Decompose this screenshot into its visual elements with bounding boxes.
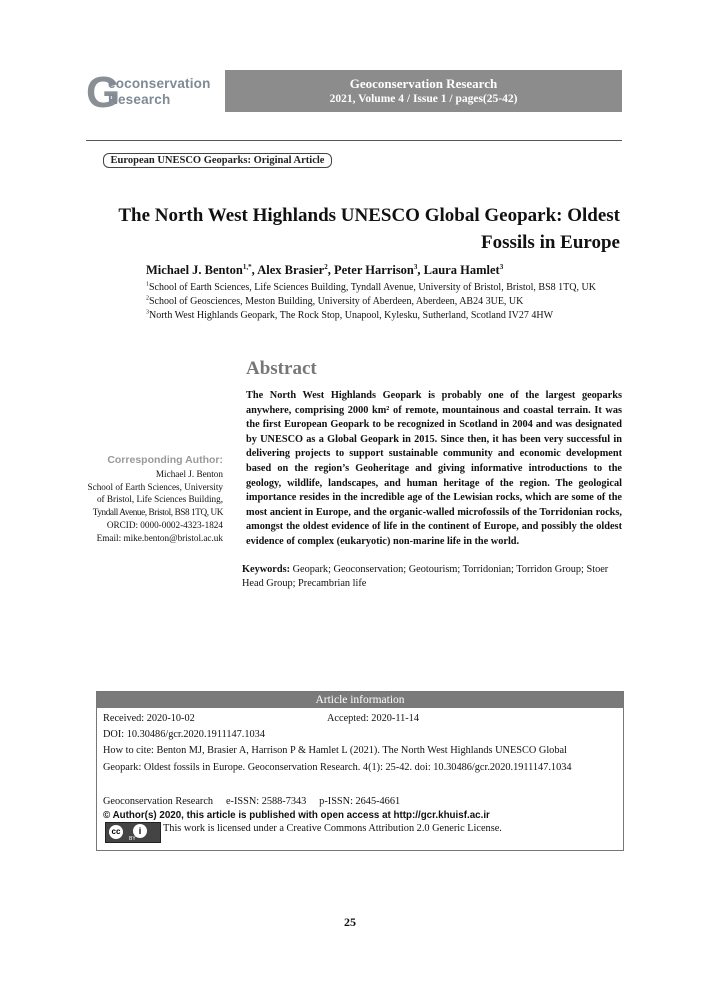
doi: DOI: 10.30486/gcr.2020.1911147.1034: [103, 729, 265, 740]
corr-address-2: of Bristol, Life Sciences Building,: [96, 494, 223, 505]
license-text: This work is licensed under a Creative Commons Attribution 2.0 Generic License.: [163, 823, 502, 834]
header-divider: [86, 140, 622, 141]
affiliation-sup: 1: [146, 281, 149, 288]
corresponding-author-heading: Corresponding Author:: [107, 454, 223, 466]
cite-line-2: Geopark: Oldest fossils in Europe. Geoconservation Research. 4(1): 25-42. doi: 10.30486/gcr.2020.1911147.1034: [103, 762, 572, 773]
abstract-heading: Abstract: [246, 358, 317, 379]
abstract-text: The North West Highlands Geopark is probably one of the largest geoparks anywhere, comprising 2000 km² of remote, mountainous and coastal terrain. It was the first European Geopark to be recognized in Scotland in 2004 and was designated by UNESCO as a Global Geopark in 2015. Since then, it has been very successful in delivering projects to support sustainable community and economic development based on the region’s Geoheritage and giving informative introductions to the geology, wildlife, landscapes, and human heritage of the region. The geological importance resides in the incredible age of the Lewisian rocks, which are some of the most ancient in Europe, and the organic-walled microfossils of the Torridonian rocks, amongst the oldest evidence of life in the continent of Europe, and possibly the oldest evidence of complex (eukaryotic) non-marine life in the world.: [246, 390, 622, 547]
cc-icon: cc: [109, 825, 123, 839]
logo-line1: eoconservation: [108, 76, 211, 91]
corresponding-author-details: [60, 468, 223, 544]
article-title: [86, 202, 620, 256]
title-line-1: The North West Highlands UNESCO Global Geopark: Oldest: [118, 205, 620, 226]
issue-info: 2021, Volume 4 / Issue 1 / pages(25-42): [329, 93, 518, 105]
received-date: Received: 2020-10-02: [103, 713, 195, 724]
page-number: 25: [344, 915, 356, 929]
attribution-icon: i: [133, 824, 147, 838]
by-label: BY: [129, 836, 136, 842]
author-sup: 1,*: [242, 262, 252, 271]
affiliation-3: [146, 310, 553, 321]
affiliation-text: North West Highlands Geopark, The Rock Stop, Unapool, Kylesku, Sutherland, Scotland IV27 4HW: [149, 310, 554, 321]
affiliation-sup: 2: [146, 295, 149, 302]
corr-orcid: ORCID: 0000-0002-4323-1824: [106, 519, 223, 530]
corr-address-1: School of Earth Sciences, University: [87, 481, 223, 492]
cc-by-license-badge: [105, 822, 161, 843]
affiliation-1: [146, 282, 596, 293]
affiliation-text: School of Earth Sciences, Life Sciences Building, Tyndall Avenue, University of Bristol, Bristol, BS8 1TQ, UK: [149, 282, 596, 293]
journal-logo: [86, 68, 211, 117]
corr-email: Email: mike.benton@bristol.ac.uk: [96, 532, 223, 543]
article-type-badge: European UNESCO Geoparks: Original Article: [103, 153, 332, 168]
keywords: [242, 563, 622, 590]
affiliation-2: [146, 296, 523, 307]
affiliation-sup: 3: [146, 309, 149, 316]
author-name: Laura Hamlet: [423, 263, 500, 277]
cite-line-1: How to cite: Benton MJ, Brasier A, Harrison P & Hamlet L (2021). The North West Highlands UNESCO Global: [103, 745, 567, 756]
copyright-line: © Author(s) 2020, this article is published with open access at http://gcr.khuisf.ac.ir: [103, 810, 490, 821]
logo-letter: G: [86, 68, 121, 117]
author-name: Alex Brasier: [257, 263, 325, 277]
accepted-date: Accepted: 2020-11-14: [327, 713, 419, 724]
journal-header-box: [225, 70, 622, 112]
title-line-2: Fossils in Europe: [480, 232, 620, 253]
author-sup: 2: [324, 262, 328, 271]
author-sup: 3: [413, 262, 418, 271]
article-info-box: [96, 691, 624, 851]
logo-line2: Research: [108, 92, 171, 107]
journal-name: Geoconservation Research: [349, 76, 498, 91]
corr-address-3: Tyndall Avenue, Bristol, BS8 1TQ, UK: [92, 507, 223, 518]
keywords-text: Geopark; Geoconservation; Geotourism; Torridonian; Torridon Group; Stoer Head Group; Precambrian life: [242, 564, 609, 589]
author-list: Michael J. Benton$^{1,*}$, Alex Brasier$^2$, Peter Harrison$^3$, Laura Hamlet$^3$: [146, 262, 504, 277]
author-sup: 3: [499, 262, 504, 271]
corr-name: Michael J. Benton: [155, 469, 223, 479]
article-info-heading: Article information: [97, 692, 623, 708]
issn-line: Geoconservation Research e-ISSN: 2588-7343 p-ISSN: 2645-4661: [103, 796, 401, 807]
author-name: Michael J. Benton: [146, 263, 243, 277]
affiliation-text: School of Geosciences, Meston Building, University of Aberdeen, Aberdeen, AB24 3UE, UK: [149, 296, 524, 307]
keywords-label: Keywords:: [242, 564, 291, 575]
author-name: Peter Harrison: [333, 263, 414, 277]
